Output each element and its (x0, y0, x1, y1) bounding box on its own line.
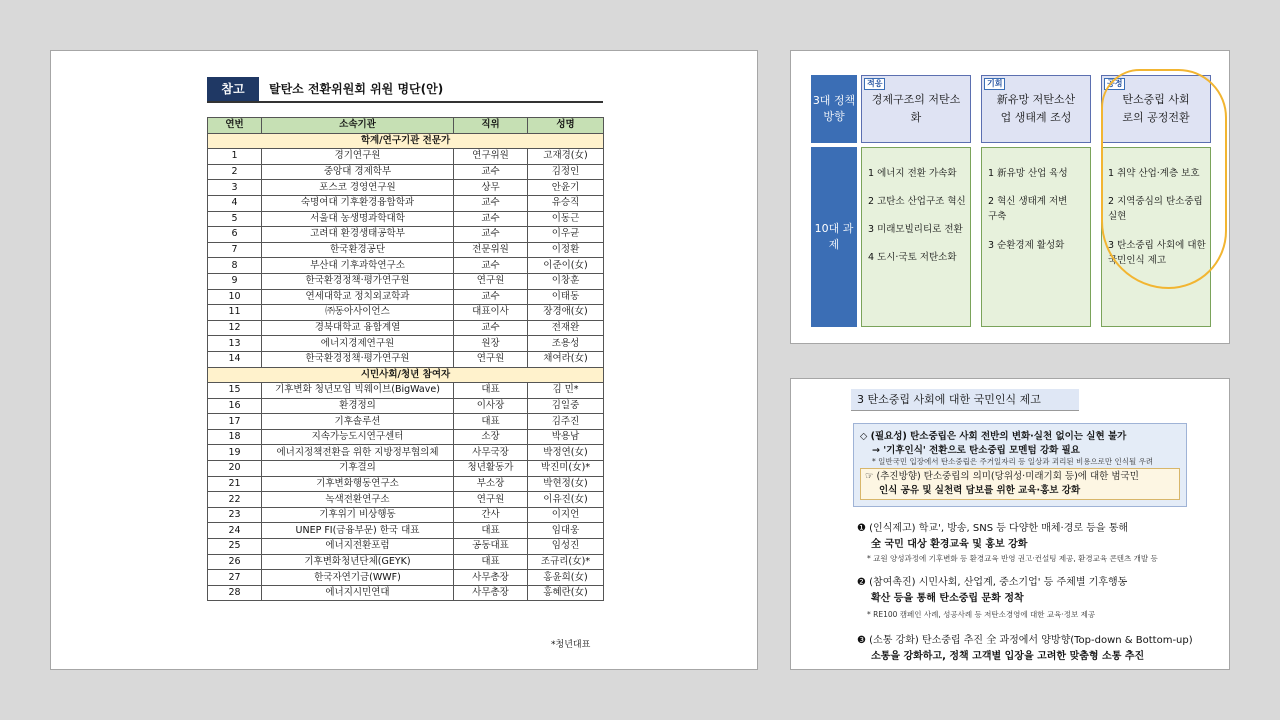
row-org: UNEP FI(금융부문) 한국 대표 (262, 523, 454, 539)
table-row (208, 461, 604, 477)
roster-title: 탈탄소 전환위원회 위원 명단(안) (269, 82, 444, 96)
row-org: 한국환경정책·평가연구원 (262, 273, 454, 289)
row-no: 14 (208, 351, 262, 367)
task-item: 3 탄소중립 사회에 대한 국민인식 제고 (1108, 240, 1206, 266)
table-row (208, 492, 604, 508)
table-row (208, 414, 604, 430)
reference-tag: 참고 (207, 77, 259, 101)
section-heading: 3 탄소중립 사회에 대한 국민인식 제고 (851, 389, 1079, 411)
row-org: 지속가능도시연구센터 (262, 429, 454, 445)
row-name: 이정환 (528, 242, 604, 258)
table-row (208, 476, 604, 492)
roster-header-row (208, 118, 604, 134)
row-name: 박정연(女) (528, 445, 604, 461)
table-row (208, 585, 604, 601)
col-header-name: 성명 (528, 118, 604, 134)
section-header-row (208, 367, 604, 383)
row-position: 원장 (454, 336, 528, 352)
row-no: 3 (208, 180, 262, 196)
row-name: 김일중 (528, 398, 604, 414)
necessity-box (853, 423, 1187, 507)
row-name: 김 민* (528, 383, 604, 399)
table-row (208, 273, 604, 289)
table-row (208, 570, 604, 586)
row-position: 교수 (454, 289, 528, 305)
table-row (208, 149, 604, 165)
row-name: 이우균 (528, 227, 604, 243)
row-position: 전문위원 (454, 242, 528, 258)
row-position: 사무총장 (454, 570, 528, 586)
highlight-annotation (1101, 69, 1227, 289)
table-row (208, 383, 604, 399)
row-org: 기후변화행동연구소 (262, 476, 454, 492)
row-position: 대표 (454, 554, 528, 570)
task-card-1 (861, 147, 971, 327)
row-org: 부산대 기후과학연구소 (262, 258, 454, 274)
row-no: 5 (208, 211, 262, 227)
task-item: 2 혁신 생태계 저변 구축 (988, 196, 1068, 222)
col-header-org: 소속기관 (262, 118, 454, 134)
row-org: 한국자연기금(WWF) (262, 570, 454, 586)
table-row (208, 429, 604, 445)
item-1-line-1: ❶ (인식제고) 학교', 방송, SNS 등 다양한 매체·경로 등을 통해 (857, 523, 1129, 534)
table-row (208, 195, 604, 211)
table-row (208, 507, 604, 523)
row-no: 9 (208, 273, 262, 289)
table-row (208, 164, 604, 180)
table-row (208, 180, 604, 196)
row-name: 장경애(女) (528, 305, 604, 321)
row-no: 20 (208, 461, 262, 477)
direction-text: 탄소중립 사회로의 공정전환 (1122, 93, 1190, 124)
row-no: 26 (208, 554, 262, 570)
necessity-note: * 일반국민 입장에서 탄소중립은 주거일자리 등 일상과 괴리된 비용으로만 인식될 우려 (872, 457, 1154, 466)
task-item: 2 지역중심의 탄소중립 실현 (1108, 196, 1203, 222)
row-position: 부소장 (454, 476, 528, 492)
row-no: 18 (208, 429, 262, 445)
row-org: 경기연구원 (262, 149, 454, 165)
section-title: 학계/연구기관 전문가 (208, 133, 604, 149)
row-org: ㈜동아사이언스 (262, 305, 454, 321)
row-no: 8 (208, 258, 262, 274)
necessity-line-1: ◇ (필요성) 탄소중립은 사회 전반의 변화·실천 없이는 실현 불가 (860, 431, 1127, 442)
row-name: 이준이(女) (528, 258, 604, 274)
task-item: 1 新유망 산업 육성 (988, 168, 1068, 179)
table-row (208, 336, 604, 352)
row-name: 박현정(女) (528, 476, 604, 492)
section-title: 시민사회/청년 참여자 (208, 367, 604, 383)
strategy-panel (790, 50, 1230, 344)
col-header-no: 연번 (208, 118, 262, 134)
row-position: 대표 (454, 383, 528, 399)
table-row (208, 227, 604, 243)
direction-chip: 기회 (984, 78, 1005, 90)
task-item: 1 에너지 전환 가속화 (868, 168, 957, 179)
row-position: 사무총장 (454, 585, 528, 601)
row-name: 김주진 (528, 414, 604, 430)
row-name: 조용성 (528, 336, 604, 352)
row-position: 연구위원 (454, 149, 528, 165)
row-name: 박용남 (528, 429, 604, 445)
direction-chip: 공정 (1104, 78, 1125, 90)
row-position: 연구원 (454, 492, 528, 508)
col-header-position: 직위 (454, 118, 528, 134)
row-position: 대표 (454, 523, 528, 539)
row-name: 이유진(女) (528, 492, 604, 508)
item-1-line-2: 全 국민 대상 환경교육 및 홍보 강화 (871, 539, 1028, 550)
direction-text: 新유망 저탄소산업 생태계 조성 (996, 93, 1076, 124)
row-org: 환경정의 (262, 398, 454, 414)
row-no: 4 (208, 195, 262, 211)
row-name: 이태동 (528, 289, 604, 305)
row-position: 교수 (454, 211, 528, 227)
task-item: 4 도시·국토 저탄소화 (868, 252, 957, 263)
row-org: 고려대 환경생태공학부 (262, 227, 454, 243)
row-name: 고재경(女) (528, 149, 604, 165)
section-header-row (208, 133, 604, 149)
row-name: 임성진 (528, 539, 604, 555)
table-row (208, 242, 604, 258)
row-org: 기후변화청년단체(GEYK) (262, 554, 454, 570)
table-row (208, 289, 604, 305)
table-row (208, 211, 604, 227)
row-no: 16 (208, 398, 262, 414)
row-org: 중앙대 경제학부 (262, 164, 454, 180)
row-position: 사무국장 (454, 445, 528, 461)
necessity-line-2: → '기후인식' 전환으로 탄소중립 모멘텀 강화 필요 (872, 445, 1080, 456)
row-no: 11 (208, 305, 262, 321)
row-position: 상무 (454, 180, 528, 196)
roster-title-bar (207, 77, 603, 103)
row-no: 6 (208, 227, 262, 243)
row-no: 23 (208, 507, 262, 523)
table-row (208, 523, 604, 539)
row-position: 대표이사 (454, 305, 528, 321)
direction-chip: 적응 (864, 78, 885, 90)
row-no: 17 (208, 414, 262, 430)
row-name: 임대웅 (528, 523, 604, 539)
row-position: 교수 (454, 258, 528, 274)
row-position: 간사 (454, 507, 528, 523)
item-2-note: * RE100 캠페인 사례, 성공사례 등 저탄소경영에 대한 교육·정보 제공 (867, 610, 1096, 619)
row-org: 연세대학교 정치외교학과 (262, 289, 454, 305)
row-org: 녹색전환연구소 (262, 492, 454, 508)
row-org: 기후결의 (262, 461, 454, 477)
table-row (208, 320, 604, 336)
roster-panel (50, 50, 758, 670)
row-no: 19 (208, 445, 262, 461)
direction-line-1: ☞ (추진방향) 탄소중립의 의미(당위성·미래기회 등)에 대한 범국민 (865, 471, 1139, 482)
row-no: 22 (208, 492, 262, 508)
row-name: 조규리(女)* (528, 554, 604, 570)
row-position: 청년활동가 (454, 461, 528, 477)
row-position: 교수 (454, 227, 528, 243)
row-position: 교수 (454, 164, 528, 180)
row-no: 7 (208, 242, 262, 258)
row-position: 대표 (454, 414, 528, 430)
row-name: 전재완 (528, 320, 604, 336)
direction-line-2: 인식 공유 및 실천력 담보를 위한 교육·홍보 강화 (879, 485, 1081, 496)
table-row (208, 351, 604, 367)
table-row (208, 539, 604, 555)
row-name: 채여라(女) (528, 351, 604, 367)
table-row (208, 554, 604, 570)
row-org: 기후위기 비상행동 (262, 507, 454, 523)
row-name: 이창훈 (528, 273, 604, 289)
row-name: 이지언 (528, 507, 604, 523)
roster-table (207, 117, 604, 601)
table-row (208, 258, 604, 274)
row-name: 박진미(女)* (528, 461, 604, 477)
row-org: 경북대학교 융합계열 (262, 320, 454, 336)
direction-card-2 (981, 75, 1091, 143)
row-position: 공동대표 (454, 539, 528, 555)
row-org: 기후변화 청년모임 빅웨이브(BigWave) (262, 383, 454, 399)
row-no: 25 (208, 539, 262, 555)
task-item: 3 미래모빌리티로 전환 (868, 224, 963, 235)
item-2-line-1: ❷ (참여촉진) 시민사회, 산업계, 중소기업' 등 주체별 기후행동 (857, 577, 1128, 588)
row-name: 유승직 (528, 195, 604, 211)
row-org: 에너지시민연대 (262, 585, 454, 601)
row-no: 28 (208, 585, 262, 601)
direction-text: 경제구조의 저탄소화 (871, 93, 961, 124)
table-row (208, 445, 604, 461)
footnote: *청년대표 (551, 640, 591, 650)
row-position: 이사장 (454, 398, 528, 414)
row-no: 13 (208, 336, 262, 352)
row-name: 이동근 (528, 211, 604, 227)
row-no: 27 (208, 570, 262, 586)
row-no: 21 (208, 476, 262, 492)
row-position: 연구원 (454, 273, 528, 289)
row-org: 에너지전환포럼 (262, 539, 454, 555)
item-3-line-2: 소통을 강화하고, 정책 고객별 입장을 고려한 맞춤형 소통 추진 (871, 651, 1145, 662)
row-name: 김정인 (528, 164, 604, 180)
row-name: 홍윤희(女) (528, 570, 604, 586)
tasks-label: 10대 과제 (811, 147, 857, 327)
row-org: 한국환경정책·평가연구원 (262, 351, 454, 367)
row-org: 포스코 경영연구원 (262, 180, 454, 196)
row-no: 1 (208, 149, 262, 165)
item-1-note: * 교원 양성과정에 기후변화 등 환경교육 반영 권고·컨설팅 제공, 환경교육 콘텐츠 개발 등 (867, 554, 1158, 563)
row-org: 기후솔루션 (262, 414, 454, 430)
row-no: 12 (208, 320, 262, 336)
row-org: 한국환경공단 (262, 242, 454, 258)
row-position: 소장 (454, 429, 528, 445)
policy-direction-label: 3대 정책 방향 (811, 75, 857, 143)
direction-box (860, 468, 1180, 500)
row-org: 에너지정책전환을 위한 지방정부협의체 (262, 445, 454, 461)
task-item: 2 고탄소 산업구조 혁신 (868, 196, 966, 207)
task-item: 3 순환경제 활성화 (988, 240, 1065, 251)
table-row (208, 398, 604, 414)
row-org: 서울대 농생명과학대학 (262, 211, 454, 227)
row-position: 연구원 (454, 351, 528, 367)
row-name: 홍혜란(女) (528, 585, 604, 601)
item-3-line-1: ❸ (소통 강화) 탄소중립 추진 全 과정에서 양방향(Top-down & Bottom-up) (857, 635, 1193, 646)
row-org: 숙명여대 기후환경융합학과 (262, 195, 454, 211)
row-org: 에너지경제연구원 (262, 336, 454, 352)
row-no: 10 (208, 289, 262, 305)
direction-card-1 (861, 75, 971, 143)
awareness-panel (790, 378, 1230, 670)
row-position: 교수 (454, 195, 528, 211)
task-item: 1 취약 산업·계층 보호 (1108, 168, 1200, 179)
row-no: 24 (208, 523, 262, 539)
row-name: 안윤기 (528, 180, 604, 196)
row-no: 15 (208, 383, 262, 399)
row-position: 교수 (454, 320, 528, 336)
table-row (208, 305, 604, 321)
item-2-line-2: 확산 등을 통해 탄소중립 문화 정착 (871, 593, 1024, 604)
task-card-2 (981, 147, 1091, 327)
row-no: 2 (208, 164, 262, 180)
